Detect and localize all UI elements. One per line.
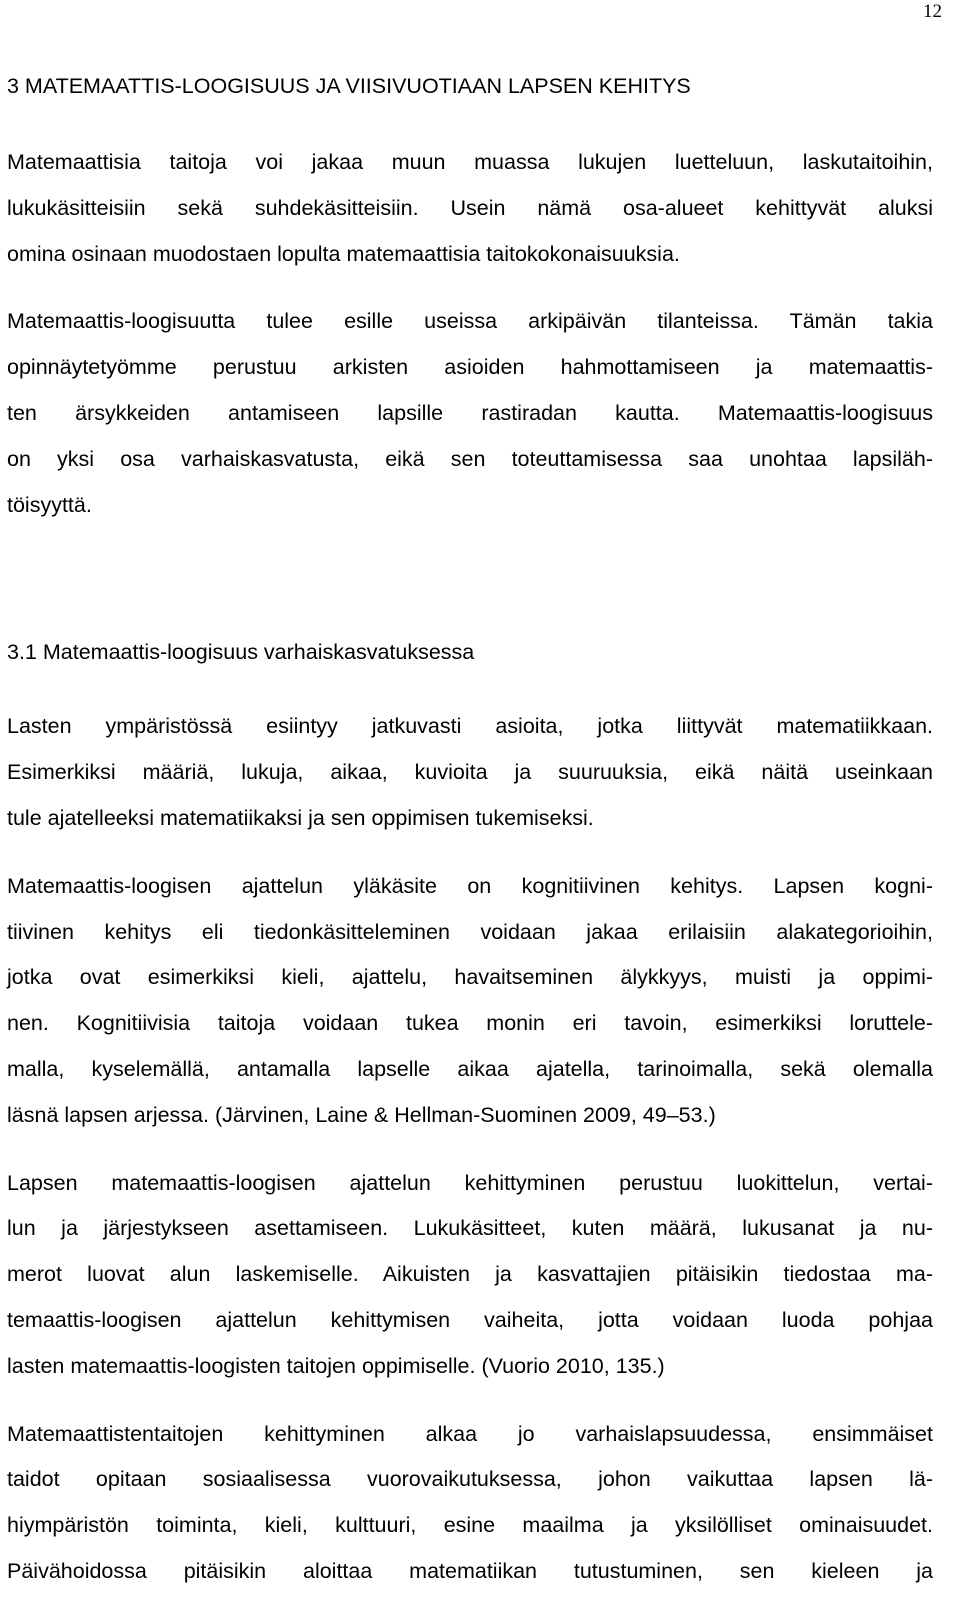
text-line: lun ja järjestykseen asettamiseen. Lukukäsitteet, kuten määrä, lukusanat ja nu- [7,1216,933,1241]
text-line: tiivinen kehitys eli tiedonkäsitteleminen voidaan jakaa erilaisiin alakategorioihin, [7,919,933,944]
paragraph [7,864,933,1139]
text-line: töisyyttä. [7,492,92,517]
text-line: tule ajatelleeksi matematiikaksi ja sen oppimisen tukemiseksi. [7,805,594,830]
paragraph [7,299,933,528]
text-line: malla, kyselemällä, antamalla lapselle aikaa ajatella, tarinoimalla, sekä olemalla [7,1056,933,1081]
text-line: temaattis-loogisen ajattelun kehittymisen vaiheita, jotta voidaan luoda pohjaa [7,1307,933,1332]
section-body [7,704,933,1594]
text-line: Päivähoidossa pitäisikin aloittaa matematiikan tutustuminen, sen kieleen ja [7,1558,933,1583]
page-number: 12 [923,1,942,22]
text-line: jotka ovat esimerkiksi kieli, ajattelu, havaitseminen älykkyys, muisti ja oppimi- [7,965,933,990]
text-line: hiympäristön toiminta, kieli, kulttuuri, esine maailma ja yksilölliset ominaisuudet. [7,1513,933,1538]
text-line: Matemaattis-loogisen ajattelun yläkäsite on kognitiivinen kehitys. Lapsen kogni- [7,873,933,898]
text-line: Lapsen matemaattis-loogisen ajattelun kehittyminen perustuu luokittelun, vertai- [7,1170,933,1195]
document-body [7,64,933,1595]
text-line: Lasten ympäristössä esiintyy jatkuvasti asioita, jotka liittyvät matematiikkaan. [7,714,933,739]
text-line: Matemaattisia taitoja voi jakaa muun muassa lukujen luetteluun, laskutaitoihin, [7,150,933,174]
text-line: ten ärsykkeiden antamiseen lapsille rastiradan kautta. Matemaattis-loogisuus [7,400,933,425]
text-line: opinnäytetyömme perustuu arkisten asioiden hahmottamiseen ja matemaattis- [7,355,933,380]
text-line: on yksi osa varhaiskasvatusta, eikä sen toteuttamisessa saa unohtaa lapsiläh- [7,446,933,471]
text-line: lasten matemaattis-loogisten taitojen oppimiselle. (Vuorio 2010, 135.) [7,1353,665,1378]
text-line: läsnä lapsen arjessa. (Järvinen, Laine & Hellman-Suominen 2009, 49–53.) [7,1102,716,1127]
chapter-heading: 3 MATEMAATTIS-LOOGISUUS JA VIISIVUOTIAAN LAPSEN KEHITYS [7,74,691,98]
paragraph [7,1161,933,1390]
section-heading: 3.1 Matemaattis-loogisuus varhaiskasvatuksessa [7,640,475,665]
paragraph [7,140,933,277]
text-line: lukukäsitteisiin sekä suhdekäsitteisiin. Usein nämä osa-alueet kehittyvät aluksi [7,195,933,220]
text-line: taidot opitaan sosiaalisessa vuorovaikutuksessa, johon vaikuttaa lapsen lä- [7,1467,933,1492]
paragraph [7,1412,933,1595]
text-line: omina osinaan muodostaen lopulta matemaattisia taitokokonaisuuksia. [7,241,680,266]
chapter-intro [7,140,933,528]
paragraph [7,704,933,841]
text-line: Matemaattistentaitojen kehittyminen alkaa jo varhaislapsuudessa, ensimmäiset [7,1421,933,1446]
text-line: Esimerkiksi määriä, lukuja, aikaa, kuvioita ja suuruuksia, eikä näitä useinkaan [7,760,933,785]
text-line: Matemaattis-loogisuutta tulee esille useissa arkipäivän tilanteissa. Tämän takia [7,309,933,334]
text-line: nen. Kognitiivisia taitoja voidaan tukea monin eri tavoin, esimerkiksi loruttele- [7,1011,933,1036]
text-line: merot luovat alun laskemiselle. Aikuisten ja kasvattajien pitäisikin tiedostaa ma- [7,1262,933,1287]
